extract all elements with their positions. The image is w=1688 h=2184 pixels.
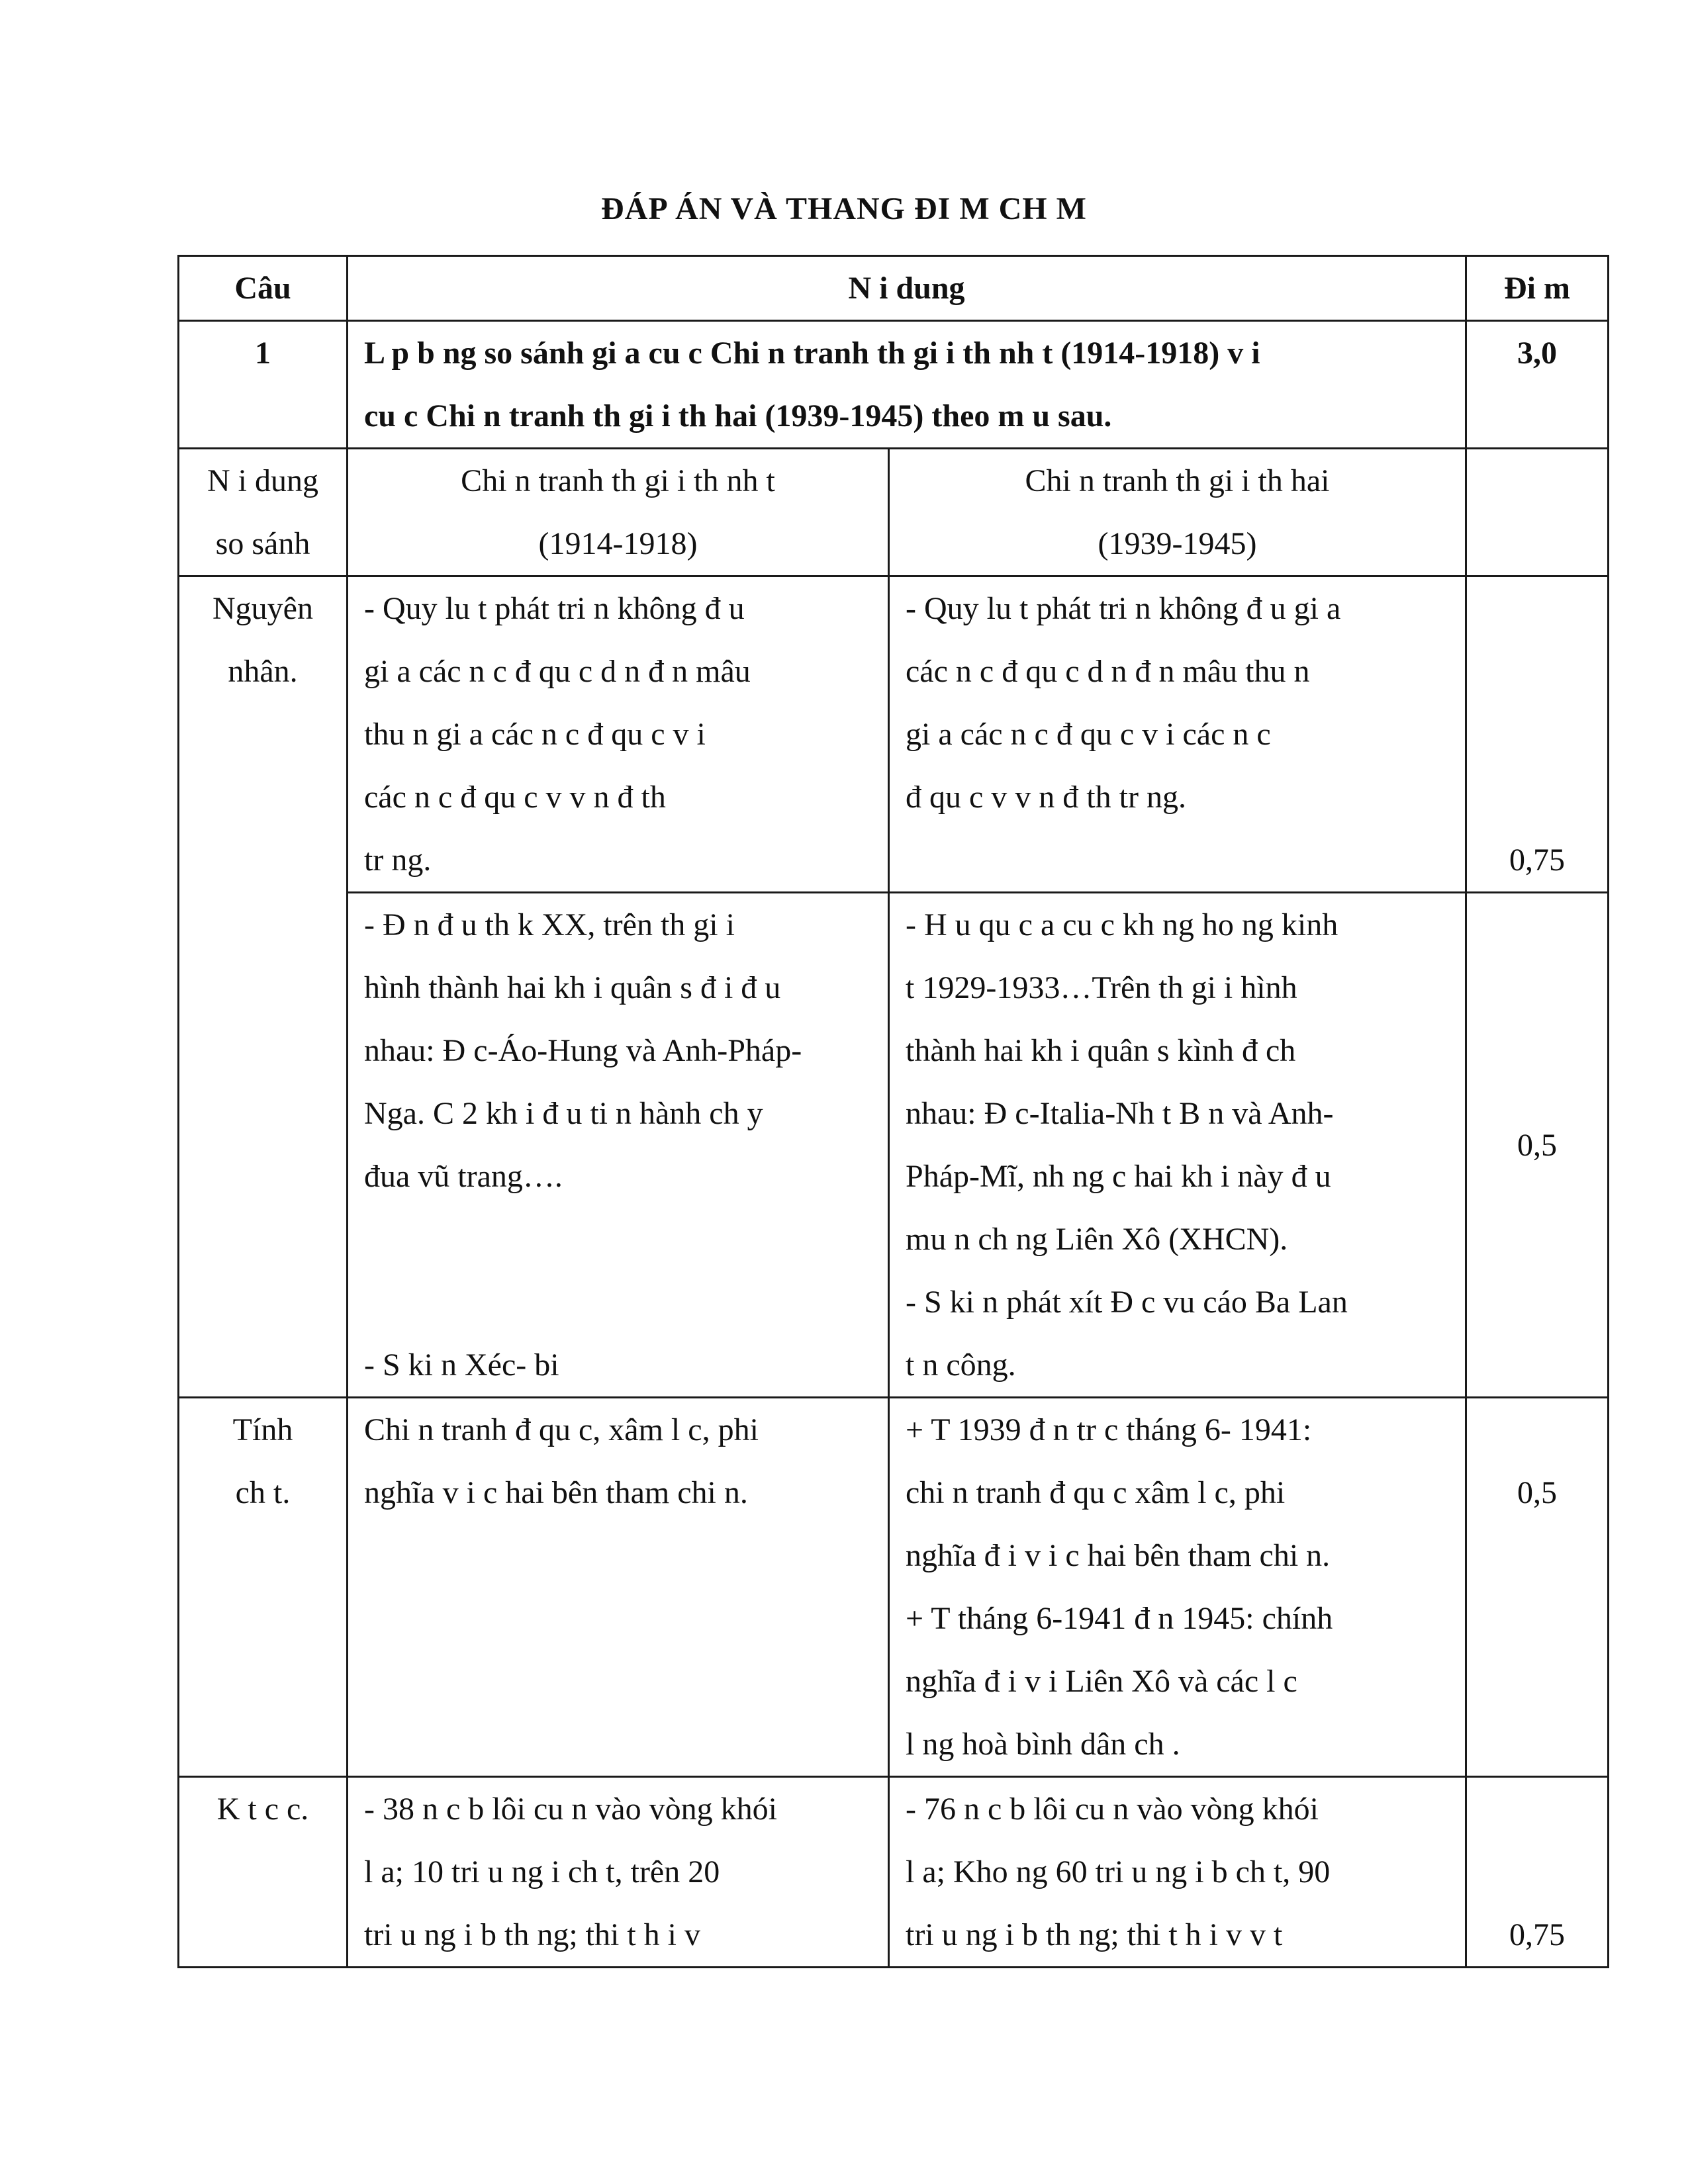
text-line: đ qu c v v n đ th tr ng. [906,780,1186,815]
header-question: Câu [179,256,348,321]
text-line: K t c c. [216,1792,309,1827]
text-line: + T tháng 6-1941 đ n 1945: chính [906,1601,1333,1636]
document-title: ĐÁP ÁN VÀ THANG ĐI M CH M [601,191,1087,226]
text-line: Chi n tranh th gi i th nh t [461,463,775,498]
ww1-outcome [348,1777,889,1968]
header-score: Đi m [1466,256,1609,321]
text-line: các n c đ qu c d n đ n mâu thu n [906,654,1310,689]
text-line: - 38 n c b lôi cu n vào vòng khói [364,1792,777,1827]
header-content: N i dung [348,256,1466,321]
text-line: t 1929-1933…Trên th gi i hình [906,970,1297,1005]
ww1-cause-2 [348,893,889,1398]
text-line: Nguyên [212,591,313,626]
table-row-nature [179,1398,1609,1777]
ww1-cause-1 [348,576,889,893]
text-line: - Quy lu t phát tri n không đ u gi a [906,591,1341,626]
text-line: - 76 n c b lôi cu n vào vòng khói [906,1792,1319,1827]
text-line: Nga. C 2 kh i đ u ti n hành ch y [364,1096,763,1131]
prompt-line: L p b ng so sánh gi a cu c Chi n tranh th gi i th nh t (1914-1918) v i [364,336,1260,371]
text-line: tri u ng i b th ng; thi t h i v v t [906,1917,1283,1952]
text-line: thu n gi a các n c đ qu c v i [364,717,706,752]
score-cause-1: 0,75 [1466,576,1609,893]
score-outcome: 0,75 [1466,1777,1609,1968]
table-row-cause-2 [179,893,1609,1398]
question-number: 1 [179,321,348,449]
text-line: nghĩa đ i v i c hai bên tham chi n. [906,1538,1331,1573]
ww2-nature [889,1398,1466,1777]
text-line: chi n tranh đ qu c xâm l c, phi [906,1475,1286,1510]
text-line: t n công. [906,1347,1016,1383]
text-line: nhân. [228,654,298,689]
text-line: + T 1939 đ n tr c tháng 6- 1941: [906,1412,1312,1447]
text-line: nhau: Đ c-Italia-Nh t B n và Anh- [906,1096,1334,1131]
question-row [179,321,1609,449]
score-nature: 0,5 [1466,1398,1609,1777]
question-score: 3,0 [1466,321,1609,449]
text-line: - H u qu c a cu c kh ng ho ng kinh [906,907,1338,942]
text-line: l ng hoà bình dân ch . [906,1727,1180,1762]
text-line: - Quy lu t phát tri n không đ u [364,591,745,626]
text-line: (1914-1918) [538,526,698,561]
text-line: l a; 10 tri u ng i ch t, trên 20 [364,1854,720,1889]
criteria-header [179,449,348,576]
text-line: thành hai kh i quân s kình đ ch [906,1033,1296,1068]
comparison-header-row [179,449,1609,576]
text-line: - S ki n Xéc- bi [364,1347,559,1383]
empty-score-cell [1466,449,1609,576]
text-line: N i dung [207,463,318,498]
text-line: nhau: Đ c-Áo-Hung và Anh-Pháp- [364,1033,802,1068]
text-line: Pháp-Mĩ, nh ng c hai kh i này đ u [906,1159,1331,1194]
text-line: Chi n tranh đ qu c, xâm l c, phi [364,1412,759,1447]
criteria-cause [179,576,348,1398]
question-prompt [348,321,1466,449]
text-line: Chi n tranh th gi i th hai [1025,463,1330,498]
ww2-header [889,449,1466,576]
spacer [364,1208,872,1271]
text-line: so sánh [215,526,310,561]
criteria-outcome [179,1777,348,1968]
spacer [364,1271,872,1334]
text-line: Tính [232,1412,293,1447]
text-line: các n c đ qu c v v n đ th [364,780,666,815]
text-line: l a; Kho ng 60 tri u ng i b ch t, 90 [906,1854,1331,1889]
text-line: nghĩa đ i v i Liên Xô và các l c [906,1664,1297,1699]
text-line: (1939-1945) [1098,526,1257,561]
ww1-header [348,449,889,576]
answer-table [177,255,1609,1968]
ww1-nature [348,1398,889,1777]
table-row-cause-1 [179,576,1609,893]
ww2-cause-1 [889,576,1466,893]
text-line: ch t. [235,1475,291,1510]
table-row-outcome [179,1777,1609,1968]
text-line: - S ki n phát xít Đ c vu cáo Ba Lan [906,1285,1348,1320]
text-line: đua vũ trang…. [364,1159,563,1194]
text-line: tri u ng i b th ng; thi t h i v [364,1917,701,1952]
ww2-outcome [889,1777,1466,1968]
text-line: mu n ch ng Liên Xô (XHCN). [906,1222,1288,1257]
text-line: tr ng. [364,842,432,878]
text-line: gi a các n c đ qu c v i các n c [906,717,1271,752]
score-cause-2: 0,5 [1466,893,1609,1398]
text-line: - Đ n đ u th k XX, trên th gi i [364,907,735,942]
ww2-cause-2 [889,893,1466,1398]
table-header-row [179,256,1609,321]
prompt-line: cu c Chi n tranh th gi i th hai (1939-1945) theo m u sau. [364,398,1112,433]
text-line: hình thành hai kh i quân s đ i đ u [364,970,781,1005]
criteria-nature [179,1398,348,1777]
text-line: nghĩa v i c hai bên tham chi n. [364,1475,748,1510]
text-line: gi a các n c đ qu c d n đ n mâu [364,654,751,689]
